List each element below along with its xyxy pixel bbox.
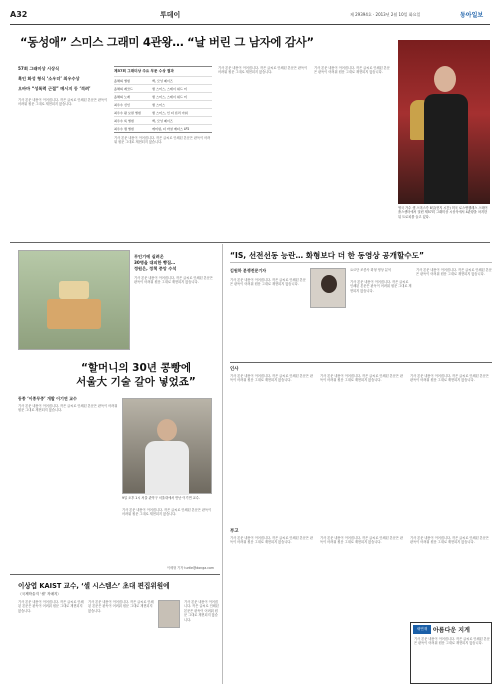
feature-byline: 이세형 기자 turtle@donga.com [166, 566, 214, 570]
feature-body-1: 기사 본문 내용이 이어집니다. 작은 글씨로 인쇄된 본문은 판독이 어려워 원문 그대로 재현되지 않습니다. [18, 404, 118, 413]
side-photo-caption [134, 254, 214, 272]
feature-photo-caption: 9일 오후 1시 서울 관악구 서울대에서 만난 이기연 교수. [122, 496, 200, 500]
side-caption-2: 30명을 대피한 빵집… [134, 260, 176, 265]
page-number: A32 [10, 10, 28, 19]
cake-tier-bottom [47, 299, 101, 329]
awards-table-row: 올해의 노래 샘 스미스, 스테이 위드 미 [114, 92, 212, 100]
kaist-body-1: 기사 본문 내용이 이어집니다. 작은 글씨로 인쇄된 본문은 판독이 어려워 원문 그대로 재현되지 않습니다. [18, 600, 84, 613]
feature-photo [122, 398, 212, 494]
feature-body-2: 기사 본문 내용이 이어집니다. 작은 글씨로 인쇄된 본문은 판독이 어려워 원문 그대로 재현되지 않습니다. [122, 508, 212, 517]
feature-divider [10, 574, 220, 575]
obituary-body-1: 기사 본문 내용이 이어집니다. 작은 글씨로 인쇄된 본문은 판독이 어려워 원문 그대로 재현되지 않습니다. [230, 536, 314, 545]
paper-name: 동아일보 [460, 12, 484, 19]
obituary-body-2: 기사 본문 내용이 이어집니다. 작은 글씨로 인쇄된 본문은 판독이 어려워 원문 그대로 재현되지 않습니다. [320, 536, 404, 545]
column-photo [310, 268, 346, 308]
ad-label: 새연재 [413, 625, 431, 634]
notices-body-1: 기사 본문 내용이 이어집니다. 작은 글씨로 인쇄된 본문은 판독이 어려워 원문 그대로 재현되지 않습니다. [230, 374, 314, 383]
awards-table-title: 제57회 그래미상 주요 부문 수상 결과 [114, 69, 174, 73]
feature-headline-2: 서울大 기술 갈아 넣었죠” [76, 376, 196, 388]
column-body-1: 기사 본문 내용이 이어집니다. 작은 글씨로 인쇄된 본문은 판독이 어려워 원문 그대로 재현되지 않습니다. [230, 278, 306, 287]
person-body-shape [145, 441, 189, 495]
cake-tier-top [59, 281, 89, 299]
kaist-subhead: 〈국제학술지 ‘셀’ 자매지〉 [18, 592, 62, 596]
awards-table-row: 최우수 신인 샘 스미스 [114, 100, 212, 108]
notices-divider [230, 362, 492, 363]
person-head-shape [157, 419, 177, 441]
top-story-subheads [18, 66, 108, 92]
header-divider [10, 24, 490, 25]
section-divider [10, 242, 490, 243]
kaist-photo [158, 600, 180, 628]
top-story-body-2: 기사 본문 내용이 이어집니다. 작은 글씨로 인쇄된 본문은 판독이 어려워 원문 그대로 재현되지 않습니다. [114, 136, 211, 145]
top-story-body-1: 기사 본문 내용이 이어집니다. 작은 글씨로 인쇄된 본문은 판독이 어려워 원문 그대로 재현되지 않습니다. [18, 98, 108, 107]
column-headline-rule [230, 262, 492, 263]
suit-shape [424, 94, 468, 204]
top-story-headline: “동성애” 스미스 그래미 4관왕… “날 버린 그 남자에 감사” [20, 35, 314, 49]
notices-body-3: 기사 본문 내용이 이어집니다. 작은 글씨로 인쇄된 본문은 판독이 어려워 원문 그대로 재현되지 않습니다. [410, 374, 489, 383]
obituary-title: 부고 [230, 529, 239, 534]
notices-body-2: 기사 본문 내용이 이어집니다. 작은 글씨로 인쇄된 본문은 판독이 어려워 원문 그대로 재현되지 않습니다. [320, 374, 404, 383]
ad-body: 기사 본문 내용이 이어집니다. 작은 글씨로 인쇄된 본문은 판독이 어려워 원문 그대로 재현되지 않습니다. [414, 637, 490, 646]
column-headline: “IS, 선전선동 능란… 화형보다 더 한 동영상 공개할수도” [230, 251, 424, 260]
column-author-note: 요르단 조종사 화형 영상 분석 [350, 268, 392, 272]
column-body-3: 기사 본문 내용이 이어집니다. 작은 글씨로 인쇄된 본문은 판독이 어려워 원문 그대로 재현되지 않습니다. [416, 268, 492, 277]
side-caption-3: 정원은, 정책 중앙 수석 [134, 266, 177, 271]
top-story-body-3: 기사 본문 내용이 이어집니다. 작은 글씨로 인쇄된 본문은 판독이 어려워 원문 그대로 재현되지 않습니다. [218, 66, 308, 75]
kaist-body-3: 기사 본문 내용이 이어집니다. 작은 글씨로 인쇄된 본문은 판독이 어려워 원문 그대로 재현되지 않습니다. [184, 600, 219, 622]
awards-table-row: 올해의 앨범 벡, 모닝 페이즈 [114, 76, 212, 84]
awards-table-row: 최우수 록 앨범 벡, 모닝 페이즈 [114, 116, 212, 124]
kaist-headline: 이상엽 KAIST 교수, ‘셀 시스템스’ 초대 편집위원에 [18, 582, 170, 590]
subhead-1: 57회 그래미상 시상식 [18, 66, 60, 71]
ad-box[interactable] [410, 622, 492, 684]
column-body-2: 기사 본문 내용이 이어집니다. 작은 글씨로 인쇄된 본문은 판독이 어려워 원문 그대로 재현되지 않습니다. [350, 280, 412, 293]
column-divider [222, 244, 223, 684]
top-story-photo [398, 40, 490, 204]
awards-table [114, 66, 212, 133]
person-head-shape [434, 66, 456, 92]
subhead-2: 흑인 화성 형식 ‘소우더’ 최우수상 [18, 76, 80, 81]
top-story-photo-caption: 영국 가수 샘 스미스가 8일(현지 시간) 미국 로스앤젤레스 스테이플스센터에서 열린 제57회 그래미상 시상식에서 4관왕을 차지한 뒤 트로피를 들고 있다. [398, 206, 488, 219]
obituary-body-3: 기사 본문 내용이 이어집니다. 작은 글씨로 인쇄된 본문은 판독이 어려워 원문 그대로 재현되지 않습니다. [410, 536, 489, 545]
top-story-body-4: 기사 본문 내용이 이어집니다. 작은 글씨로 인쇄된 본문은 판독이 어려워 원문 그대로 재현되지 않습니다. [314, 66, 390, 75]
author-head-shape [321, 275, 337, 293]
awards-table-row: 최우수 랩 앨범 에미넴, 더 마셜 매더스 LP2 [114, 124, 212, 132]
cake-photo [18, 250, 130, 350]
page-header [10, 8, 490, 28]
awards-table-row: 올해의 레코드 샘 스미스, 스테이 위드 미 [114, 84, 212, 92]
feature-headline-1: “할머니의 30년 콩빵에 [81, 362, 191, 374]
column-author: 김원하 분쟁전문기자 [230, 268, 267, 273]
kaist-body-2: 기사 본문 내용이 이어집니다. 작은 글씨로 인쇄된 본문은 판독이 어려워 원문 그대로 재현되지 않습니다. [88, 600, 154, 613]
issue-info: 제 29394호 · 2013년 2월 10일 화요일 [350, 12, 421, 17]
section-title: 투데이 [160, 11, 181, 19]
notices-title: 인사 [230, 367, 239, 372]
side-photo-text: 기사 본문 내용이 이어집니다. 작은 글씨로 인쇄된 본문은 판독이 어려워 원문 그대로 재현되지 않습니다. [134, 276, 213, 285]
ad-title: 아름다운 지게 [433, 627, 470, 634]
subhead-3: 오바마 “성폭력 근절” 메시지 등 ‘격려’ [18, 86, 91, 91]
side-caption-1: 무인기에 실려온 [134, 254, 164, 259]
feature-subhead: 동종 ‘이종무중’ 개발 이기연 교수 [18, 396, 77, 401]
awards-table-row: 최우수 팝 보컬 앨범 샘 스미스, 인 더 론리 아워 [114, 108, 212, 116]
